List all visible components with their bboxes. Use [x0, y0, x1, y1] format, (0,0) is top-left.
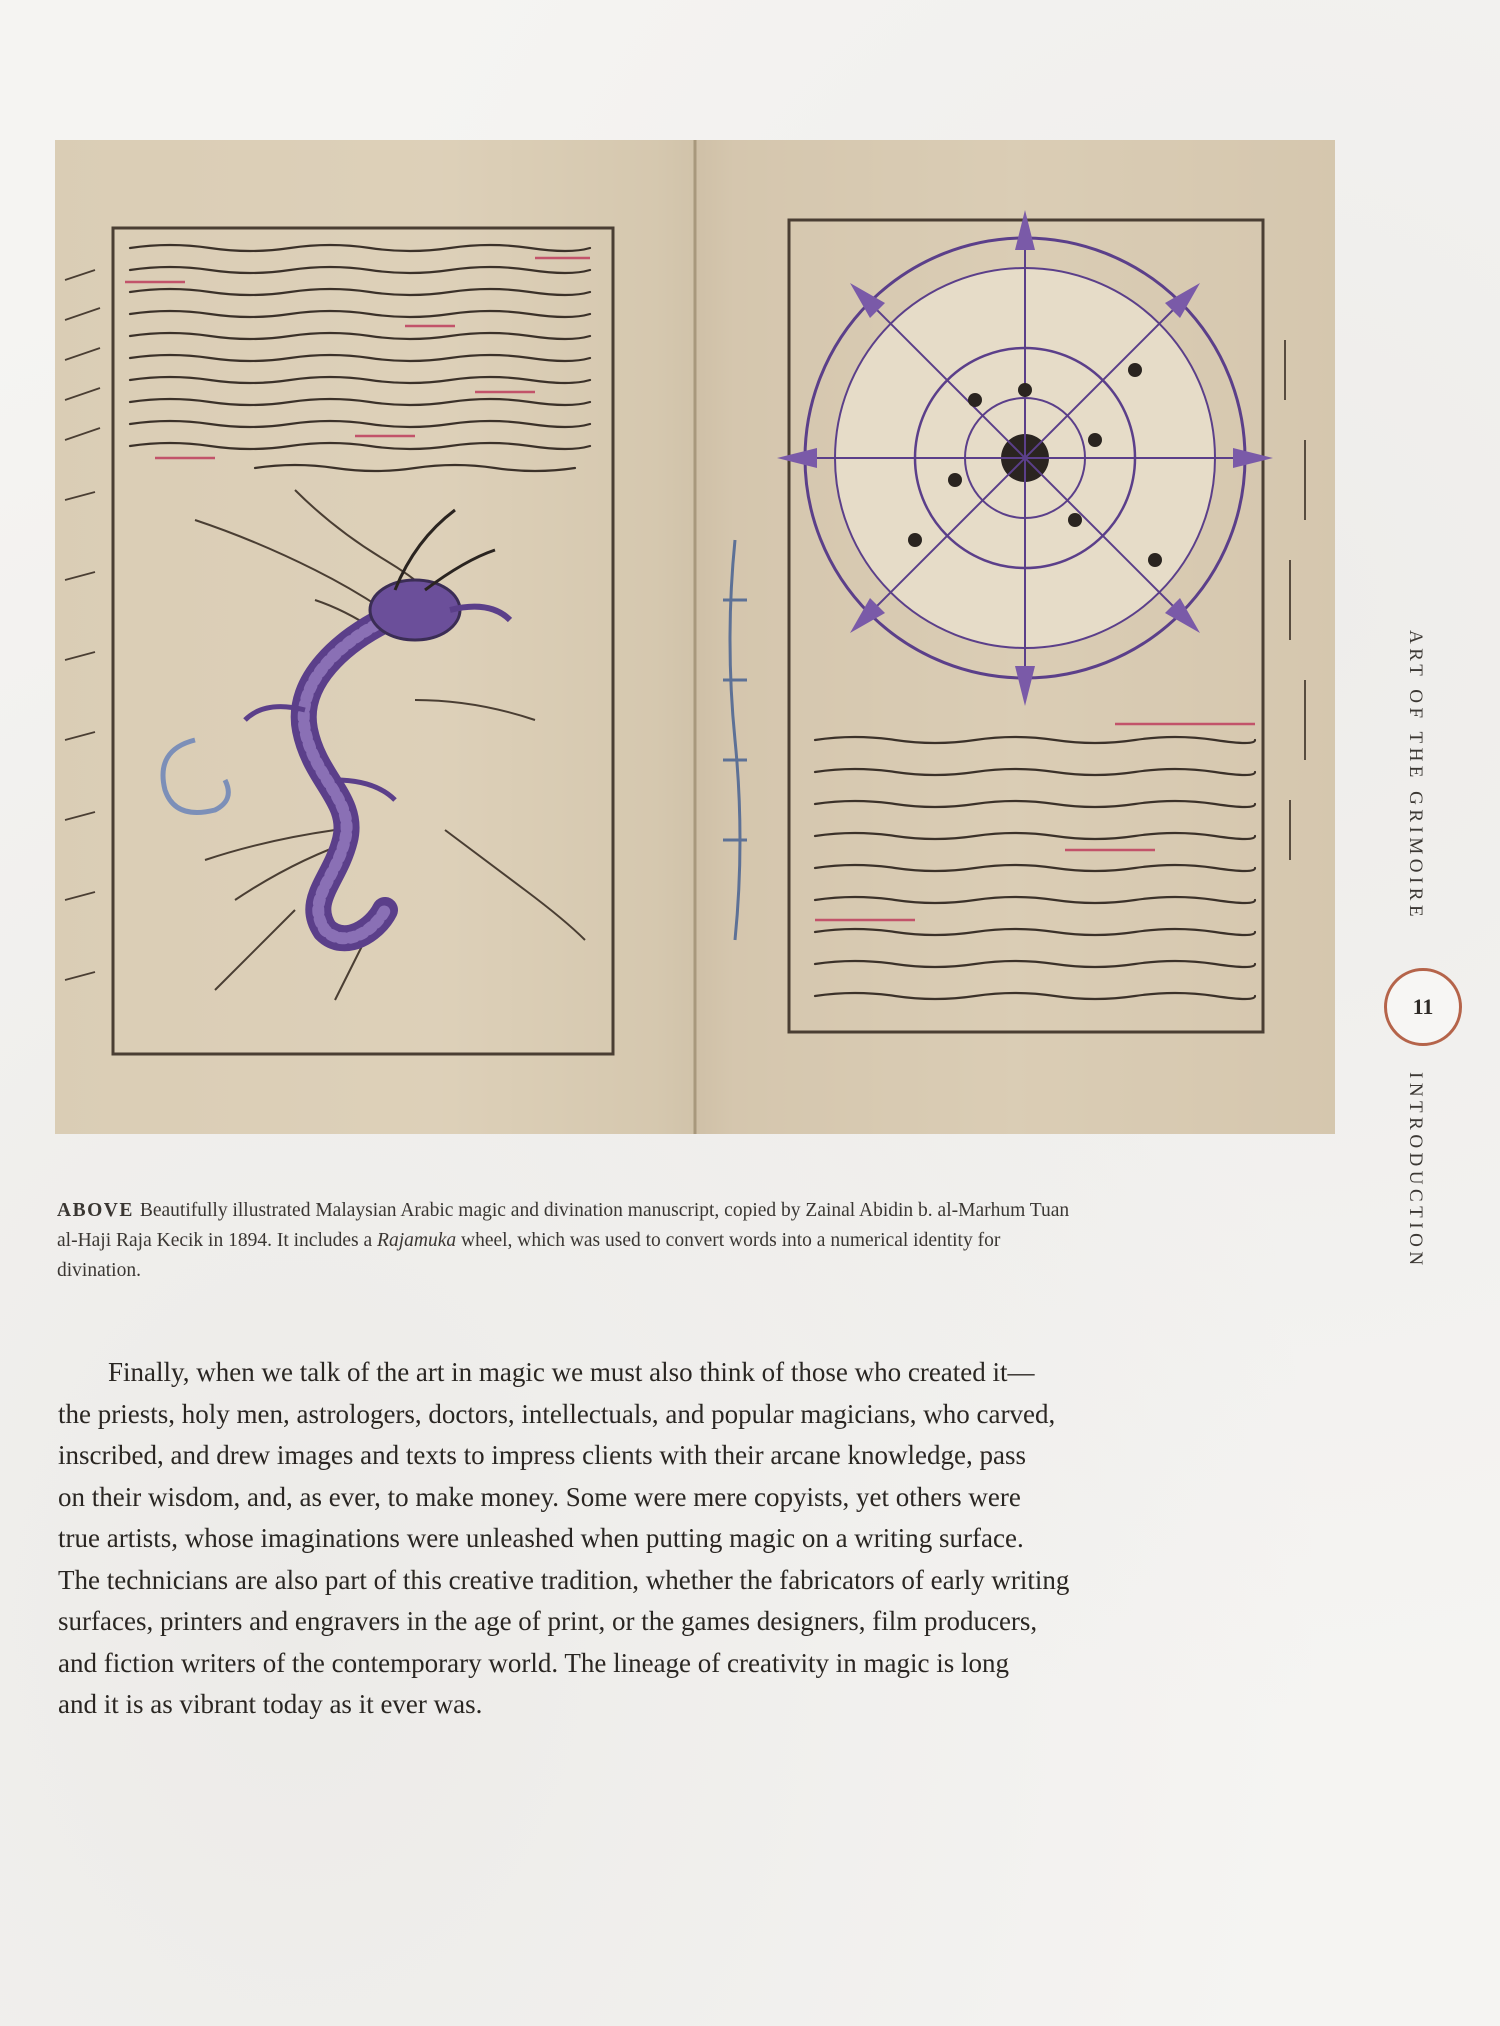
body-line: surfaces, printers and engravers in the age of print, or the games designers, film producers, — [58, 1606, 1038, 1636]
body-line: and fiction writers of the contemporary world. The lineage of creativity in magic is long — [58, 1647, 1009, 1678]
body-line: inscribed, and drew images and texts to impress clients with their arcane knowledge, pass — [58, 1440, 1026, 1470]
body-line: and it is as vibrant today as it ever was. — [58, 1689, 483, 1719]
body-line: true artists, whose imaginations were unleashed when putting magic on a writing surface. — [58, 1523, 1024, 1553]
page-number: 11 — [1412, 994, 1434, 1019]
body-line: Finally, when we talk of the art in magic we must also think of those who created it— — [108, 1357, 1035, 1387]
caption-emphasis: Rajamuka — [377, 1230, 457, 1251]
body-line: the priests, holy men, astrologers, doctors, intellectuals, and popular magicians, who carved, — [58, 1398, 1056, 1429]
page-number-badge — [1384, 968, 1462, 1046]
running-head-title: ART OF THE GRIMOIRE — [1405, 630, 1426, 922]
rajamuka-wheel — [777, 210, 1273, 706]
caption-text-part2: wheel, which was used to convert words into a numerical identity for divination. — [57, 1230, 1001, 1281]
manuscript-photo — [55, 140, 1335, 1134]
body-line: The technicians are also part of this creative tradition, whether the fabricators of early writing — [58, 1564, 1070, 1595]
body-line: on their wisdom, and, as ever, to make money. Some were mere copyists, yet others were — [58, 1481, 1021, 1512]
caption-text-part1: Beautifully illustrated Malaysian Arabic magic and divination manuscript, copied by Zainal Abidin b. al-Marhum Tuan al-Haji Raja Kecik in 1894. It includes a — [57, 1200, 1070, 1251]
body-paragraph — [58, 1352, 1178, 1726]
running-head-section: INTRODUCTION — [1405, 1072, 1426, 1270]
manuscript-illustration — [55, 140, 1335, 1134]
caption-lead: ABOVE — [57, 1200, 134, 1221]
figure-caption — [57, 1196, 1087, 1286]
